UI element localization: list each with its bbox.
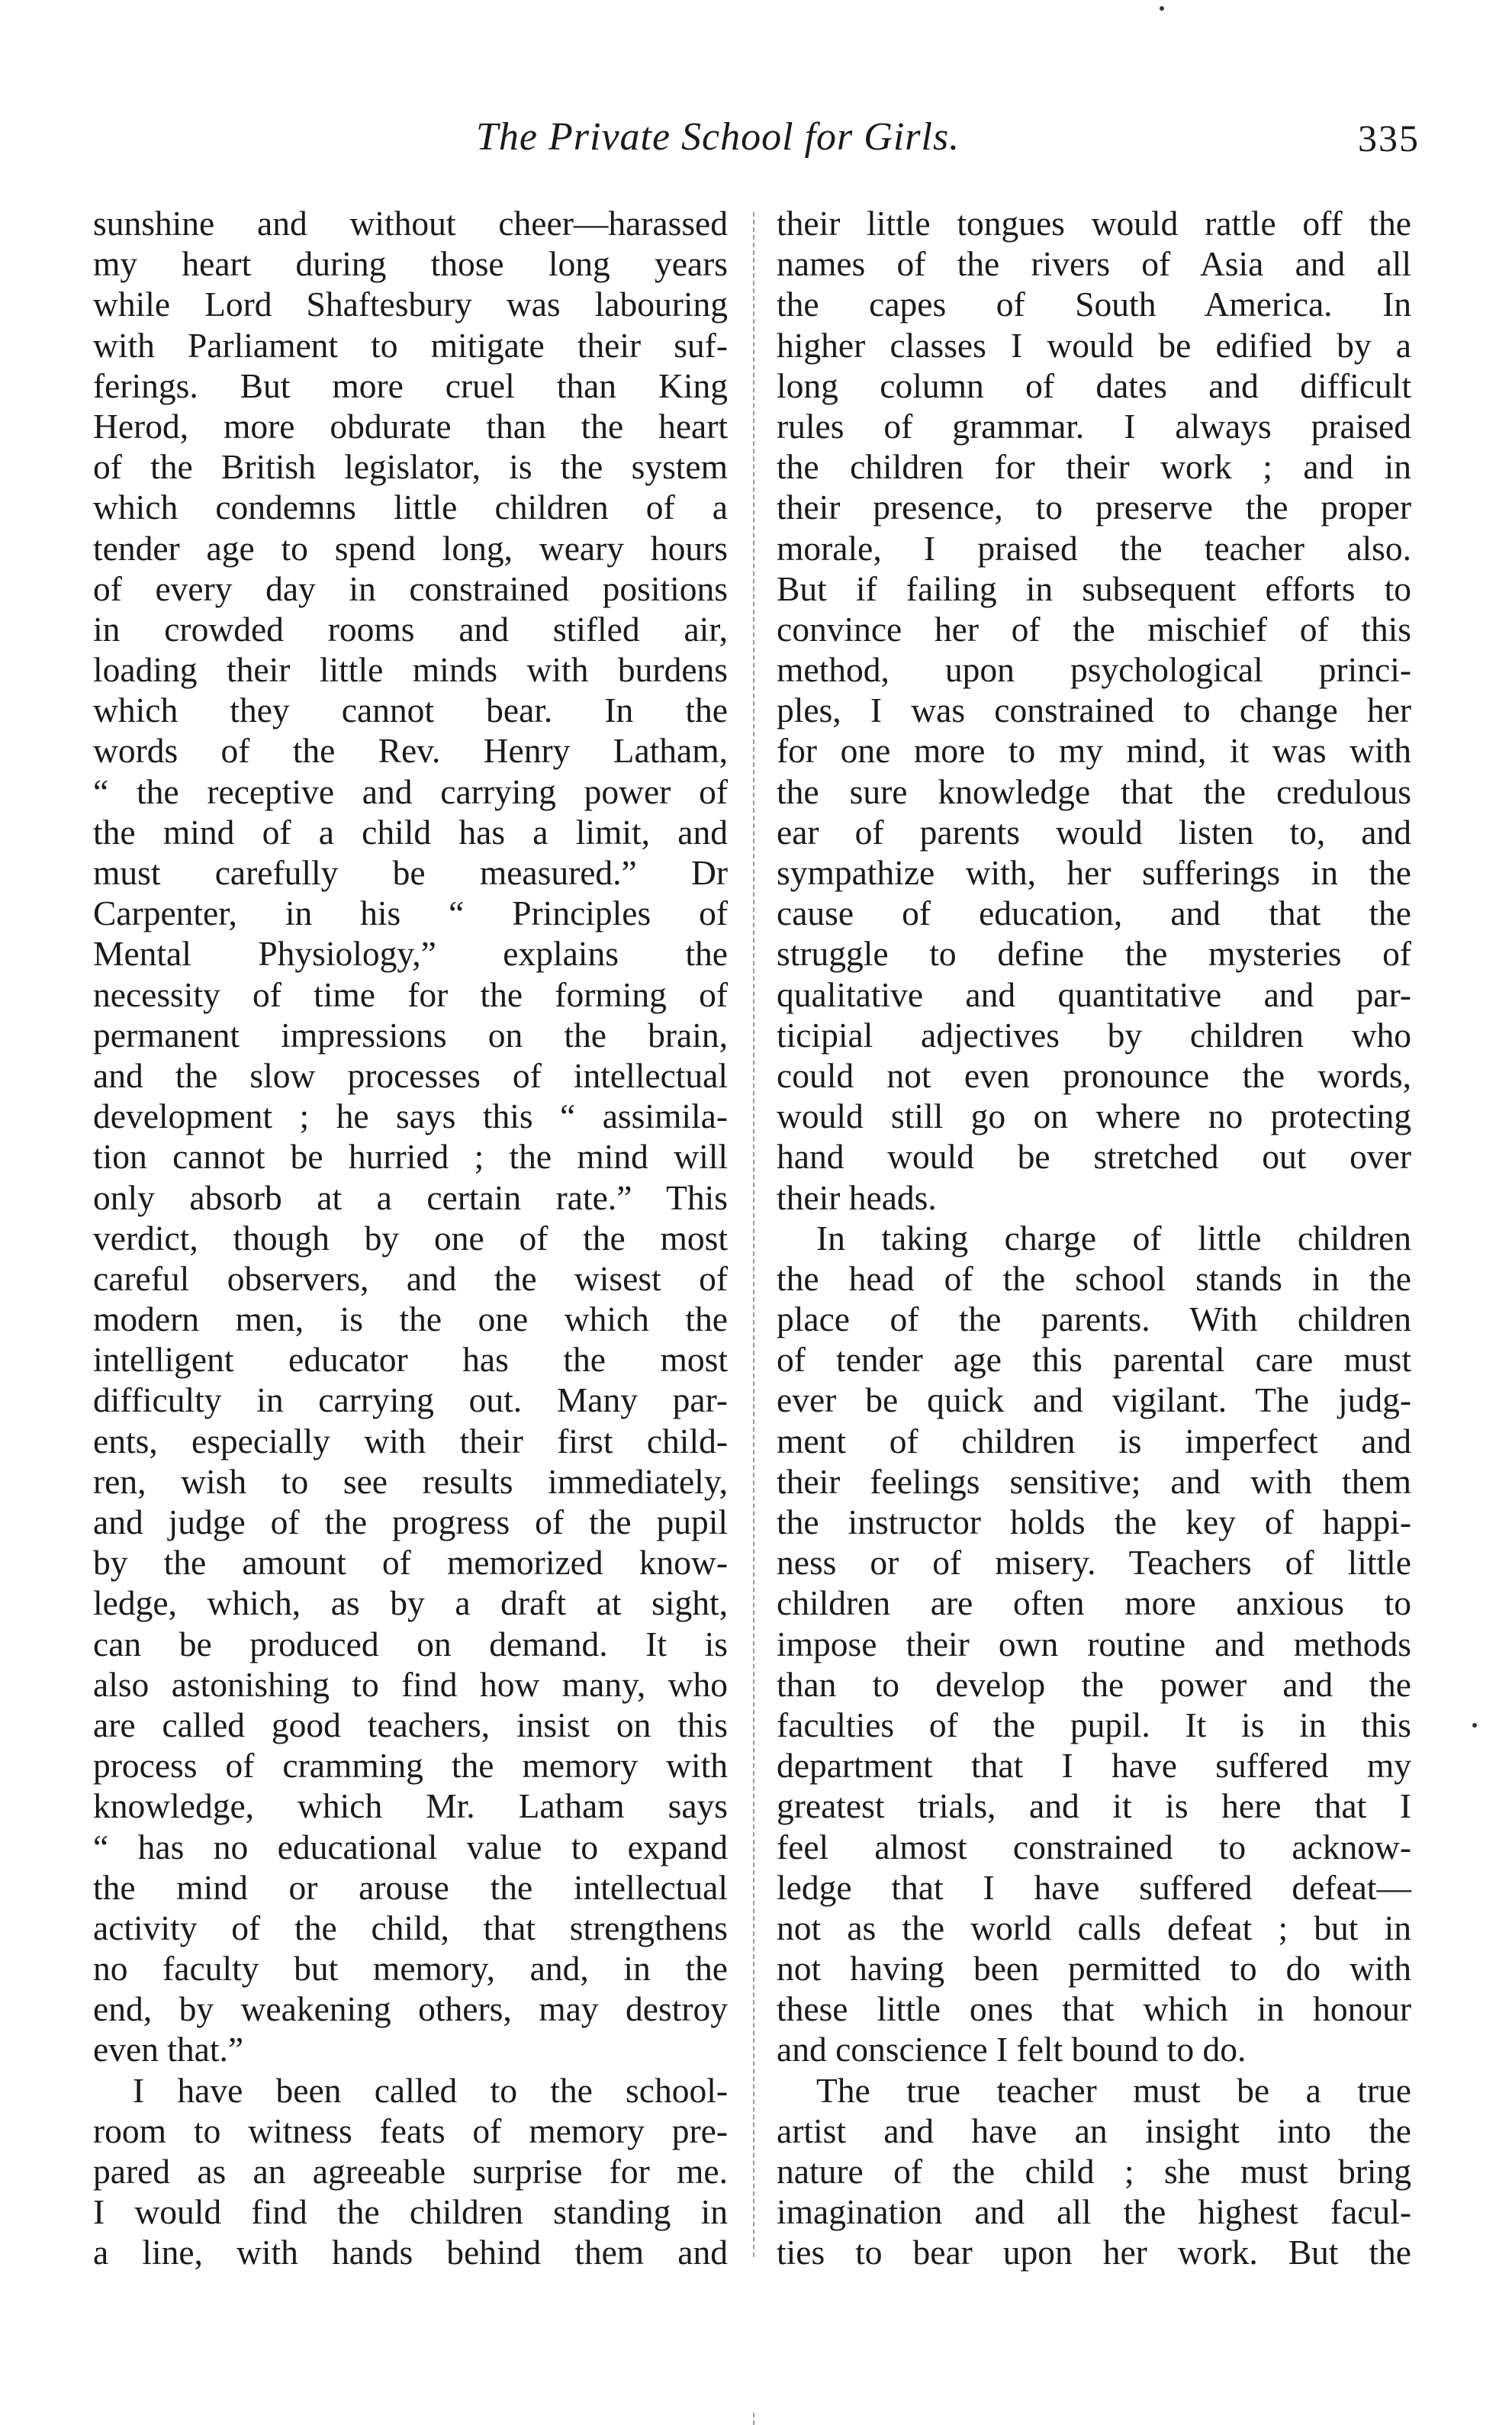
text-line: place of the parents. With children <box>777 1299 1411 1339</box>
text-line: my heart during those long years <box>93 244 728 284</box>
text-line: Carpenter, in his “ Principles of <box>93 894 728 933</box>
text-line: not having been permitted to do with <box>777 1949 1411 1989</box>
text-line: long column of dates and difficult <box>777 366 1411 405</box>
text-line: ties to bear upon her work. But the <box>777 2233 1411 2272</box>
text-line: development ; he says this “ assimila- <box>93 1097 728 1136</box>
text-line: end, by weakening others, may destroy <box>93 1989 728 2029</box>
text-line: which they cannot bear. In the <box>93 691 728 730</box>
text-line: Mental Physiology,” explains the <box>93 934 728 974</box>
text-line: room to witness feats of memory pre- <box>93 2111 728 2150</box>
text-line: hand would be stretched out over <box>777 1137 1411 1177</box>
text-line: even that.” <box>93 2030 244 2069</box>
text-line: the capes of South America. In <box>777 285 1411 324</box>
text-line: than to develop the power and the <box>777 1664 1411 1704</box>
text-line: by the amount of memorized know- <box>93 1543 728 1583</box>
text-line: could not even pronounce the words, <box>777 1055 1411 1095</box>
text-line: higher classes I would be edified by a <box>777 325 1411 365</box>
text-line: with Parliament to mitigate their suf- <box>93 325 728 365</box>
text-line: their feelings sensitive; and with them <box>777 1461 1411 1501</box>
text-line: careful observers, and the wisest of <box>93 1258 728 1298</box>
text-line: ticipial adjectives by children who <box>777 1015 1411 1055</box>
text-line: difficulty in carrying out. Many par- <box>93 1380 728 1420</box>
text-line: cause of education, and that the <box>777 894 1411 933</box>
text-line: of tender age this parental care must <box>777 1340 1411 1380</box>
page-header <box>0 114 1512 176</box>
left-text-column <box>93 203 728 2273</box>
text-line: ren, wish to see results immediately, <box>93 1461 728 1501</box>
text-line: ferings. But more cruel than King <box>93 366 728 405</box>
text-line: and conscience I felt bound to do. <box>777 2030 1247 2069</box>
text-line: would still go on where no protecting <box>777 1097 1411 1136</box>
text-line: qualitative and quantitative and par- <box>777 974 1411 1014</box>
text-line: rules of grammar. I always praised <box>777 406 1411 446</box>
text-line: verdict, though by one of the most <box>93 1218 728 1258</box>
running-title: The Private School for Girls. <box>476 115 960 159</box>
text-line: I have been called to the school- <box>133 2070 728 2110</box>
text-line: modern men, is the one which the <box>93 1299 728 1339</box>
text-line: artist and have an insight into the <box>777 2111 1411 2150</box>
text-line: pared as an agreeable surprise for me. <box>93 2152 728 2191</box>
text-line: But if failing in subsequent efforts to <box>777 568 1411 608</box>
text-line: process of cramming the memory with <box>93 1746 728 1786</box>
text-line: activity of the child, that strengthens <box>93 1908 728 1947</box>
text-line: impose their own routine and methods <box>777 1624 1411 1663</box>
text-line: for one more to my mind, it was with <box>777 731 1411 771</box>
text-line: the children for their work ; and in <box>777 447 1411 487</box>
page-number: 335 <box>1358 117 1420 159</box>
text-line: which condemns little children of a <box>93 488 728 527</box>
text-line: in crowded rooms and stifled air, <box>93 609 728 649</box>
text-line: children are often more anxious to <box>777 1583 1411 1623</box>
text-line: and judge of the progress of the pupil <box>93 1502 728 1541</box>
column-divider <box>753 212 754 2425</box>
text-line: ment of children is imperfect and <box>777 1421 1411 1460</box>
text-line: sympathize with, her sufferings in the <box>777 853 1411 892</box>
text-line: their little tongues would rattle off the <box>777 204 1411 243</box>
text-line: ledge, which, as by a draft at sight, <box>93 1583 728 1623</box>
text-line: must carefully be measured.” Dr <box>93 853 728 892</box>
text-line: nature of the child ; she must bring <box>777 2152 1411 2191</box>
text-line: struggle to define the mysteries of <box>777 934 1411 974</box>
text-line: ever be quick and vigilant. The judg- <box>777 1380 1411 1420</box>
text-line: can be produced on demand. It is <box>93 1624 728 1663</box>
text-line: ents, especially with their first child- <box>93 1421 728 1460</box>
text-line: the instructor holds the key of happi- <box>777 1502 1411 1541</box>
text-line: a line, with hands behind them and <box>93 2233 728 2272</box>
text-line: In taking charge of little children <box>816 1218 1411 1258</box>
text-line: morale, I praised the teacher also. <box>777 528 1411 568</box>
text-line: of every day in constrained positions <box>93 568 728 608</box>
text-line: “ the receptive and carrying power of <box>93 771 728 811</box>
text-line: tender age to spend long, weary hours <box>93 528 728 568</box>
text-line: tion cannot be hurried ; the mind will <box>93 1137 728 1177</box>
text-line: permanent impressions on the brain, <box>93 1015 728 1055</box>
text-line: loading their little minds with burdens <box>93 650 728 690</box>
text-line: also astonishing to find how many, who <box>93 1664 728 1704</box>
right-text-column <box>777 203 1411 2273</box>
text-line: department that I have suffered my <box>777 1746 1411 1786</box>
text-line: no faculty but memory, and, in the <box>93 1949 728 1989</box>
text-line: intelligent educator has the most <box>93 1340 728 1380</box>
text-line: the mind or arouse the intellectual <box>93 1867 728 1907</box>
text-line: only absorb at a certain rate.” This <box>93 1177 728 1217</box>
text-line: these little ones that which in honour <box>777 1989 1411 2029</box>
column-divider-end <box>748 2259 763 2411</box>
text-line: faculties of the pupil. It is in this <box>777 1705 1411 1744</box>
text-line: ledge that I have suffered defeat— <box>777 1867 1411 1907</box>
text-line: sunshine and without cheer—harassed <box>93 204 728 243</box>
text-line: words of the Rev. Henry Latham, <box>93 731 728 771</box>
text-line: convince her of the mischief of this <box>777 609 1411 649</box>
text-line: names of the rivers of Asia and all <box>777 244 1411 284</box>
text-line: ear of parents would listen to, and <box>777 812 1411 852</box>
text-line: ness or of misery. Teachers of little <box>777 1543 1411 1583</box>
text-line: The true teacher must be a true <box>816 2070 1411 2110</box>
print-speck <box>1160 6 1164 11</box>
print-speck <box>1472 1723 1477 1728</box>
text-line: Herod, more obdurate than the heart <box>93 406 728 446</box>
text-line: the head of the school stands in the <box>777 1258 1411 1298</box>
text-line: while Lord Shaftesbury was labouring <box>93 285 728 324</box>
text-line: their presence, to preserve the proper <box>777 488 1411 527</box>
text-line: of the British legislator, is the system <box>93 447 728 487</box>
text-line: necessity of time for the forming of <box>93 974 728 1014</box>
text-line: the sure knowledge that the credulous <box>777 771 1411 811</box>
text-line: not as the world calls defeat ; but in <box>777 1908 1411 1947</box>
text-line: knowledge, which Mr. Latham says <box>93 1786 728 1826</box>
text-line: are called good teachers, insist on this <box>93 1705 728 1744</box>
text-line: their heads. <box>777 1177 937 1217</box>
text-line: feel almost constrained to acknow- <box>777 1827 1411 1866</box>
text-line: the mind of a child has a limit, and <box>93 812 728 852</box>
text-line: imagination and all the highest facul- <box>777 2192 1411 2232</box>
text-line: and the slow processes of intellectual <box>93 1055 728 1095</box>
text-line: greatest trials, and it is here that I <box>777 1786 1411 1826</box>
text-line: ples, I was constrained to change her <box>777 691 1411 730</box>
text-line: method, upon psychological princi- <box>777 650 1411 690</box>
text-line: I would find the children standing in <box>93 2192 728 2232</box>
text-line: “ has no educational value to expand <box>93 1827 728 1866</box>
